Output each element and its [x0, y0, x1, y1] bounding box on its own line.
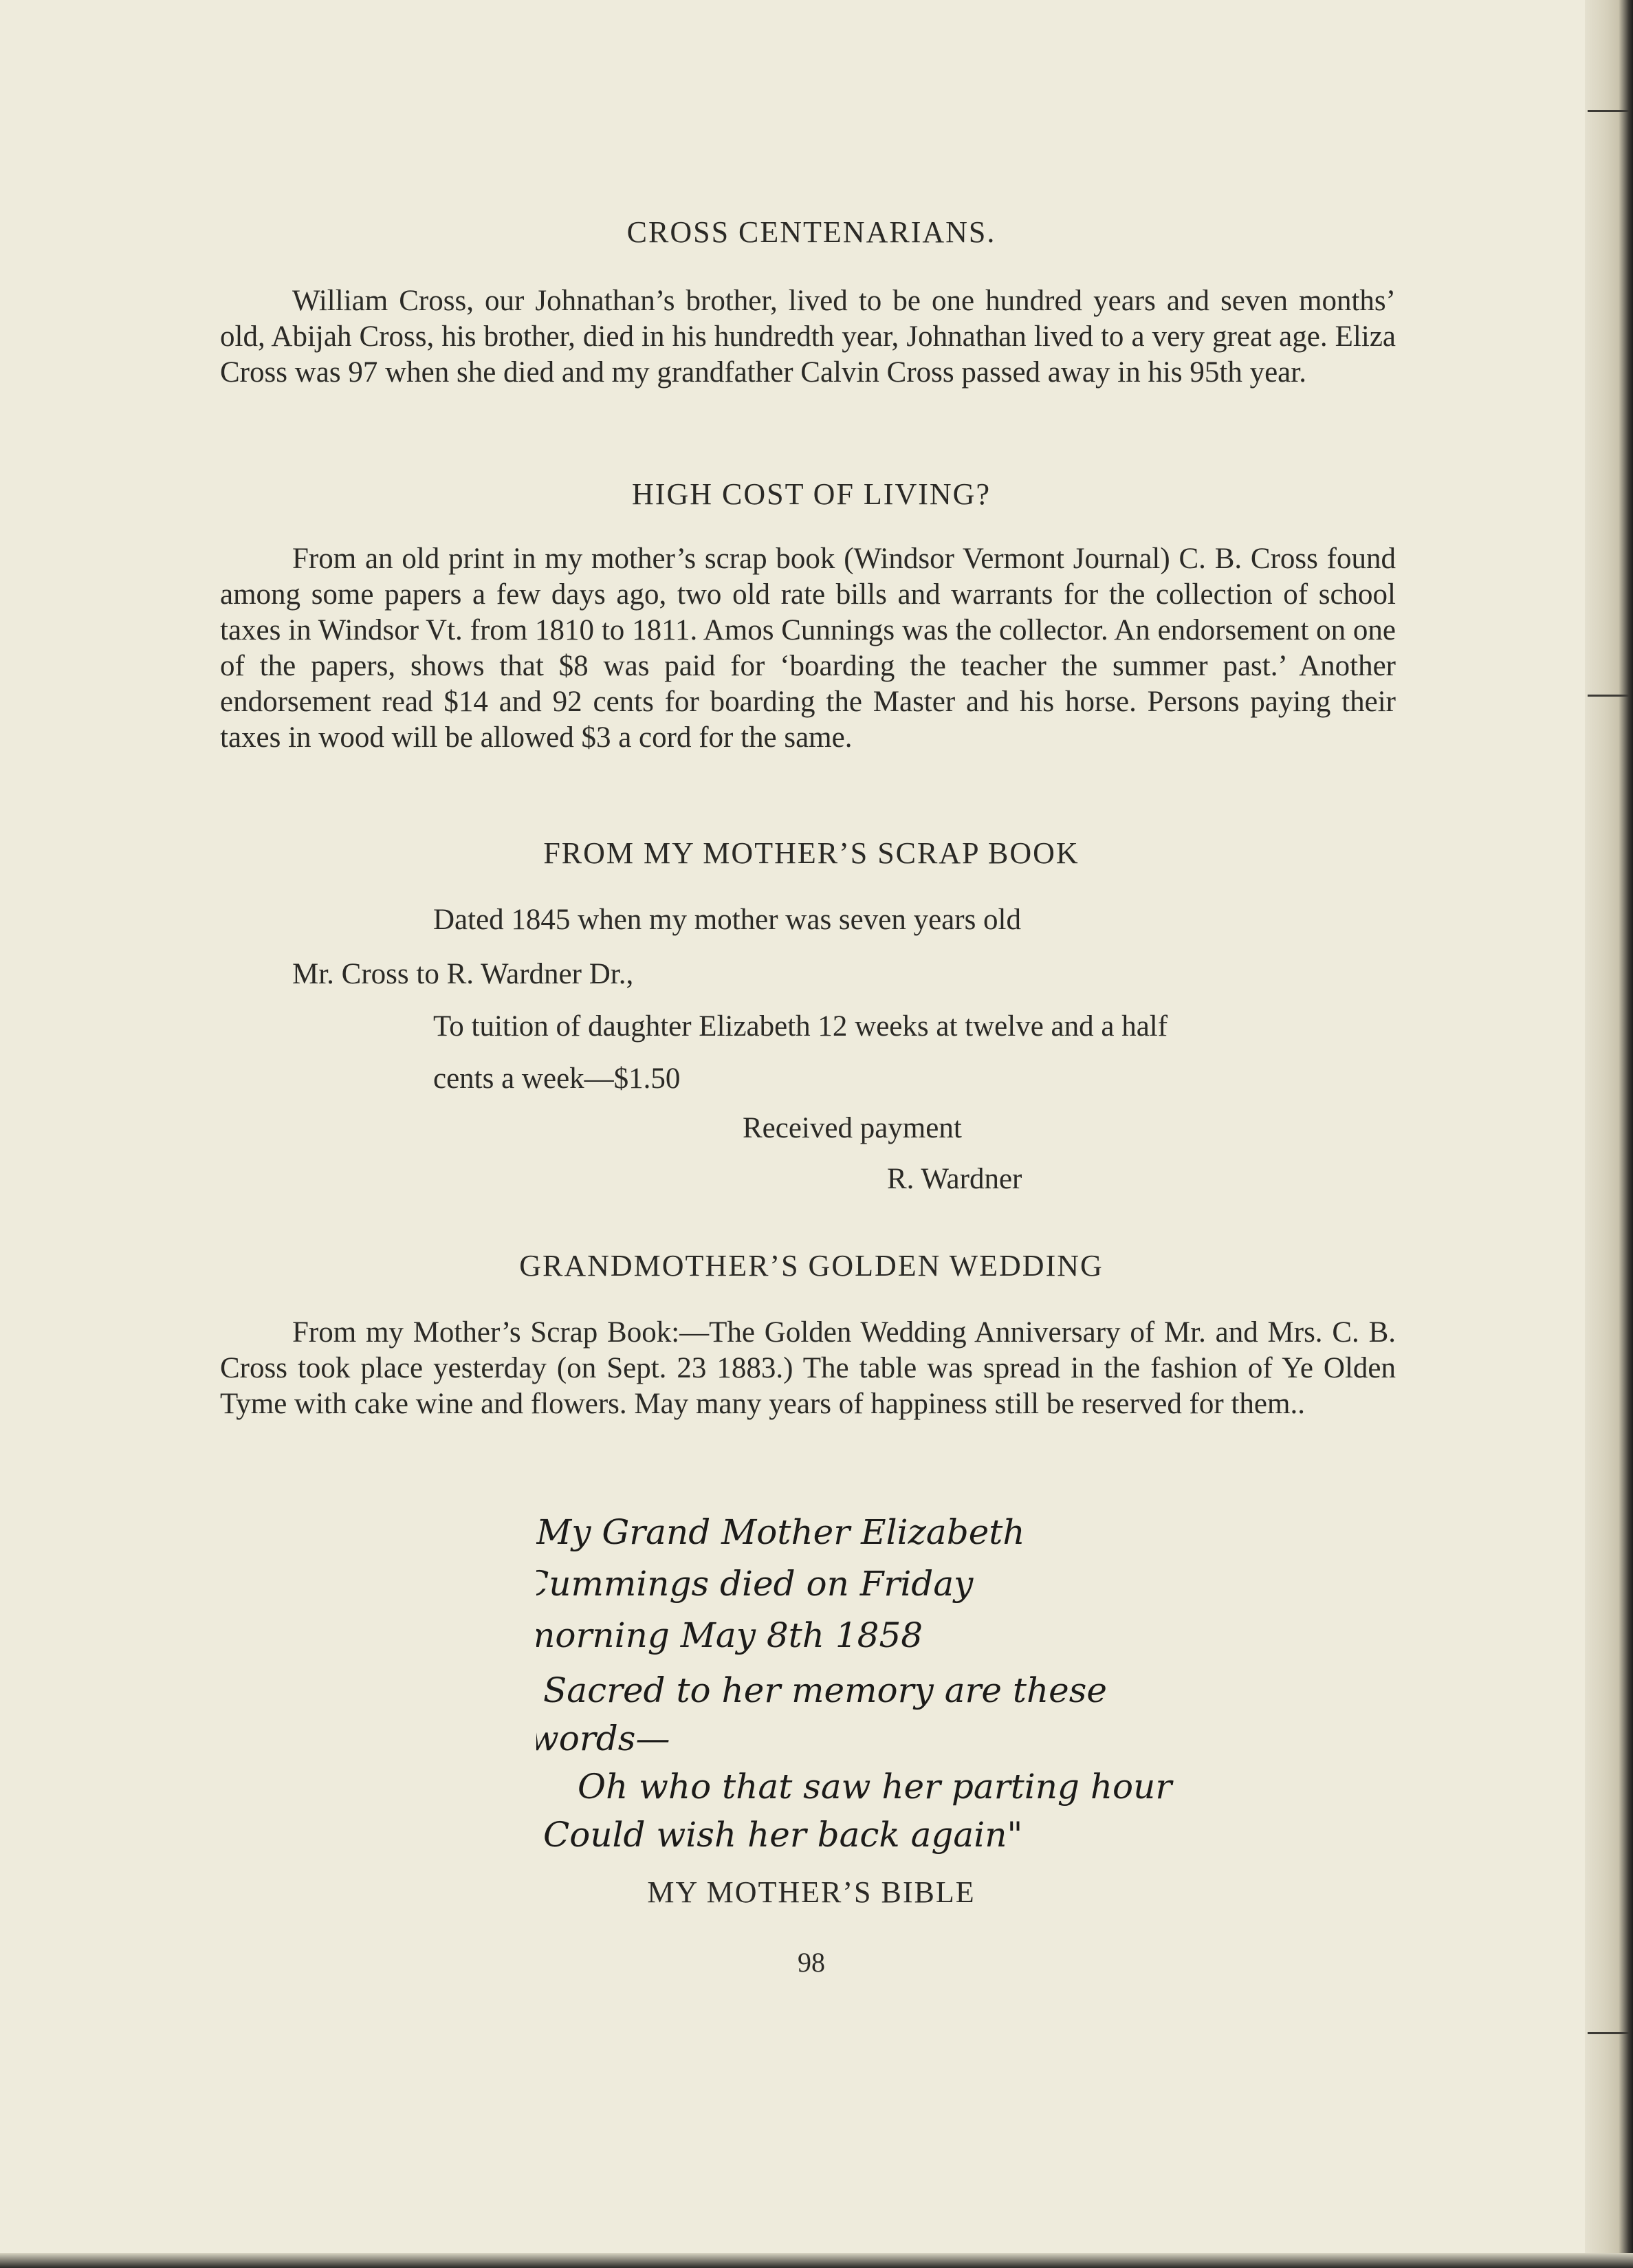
scrap-book-addressee: Mr. Cross to R. Wardner Dr.,	[292, 958, 634, 990]
heading-cross-centenarians: CROSS CENTENARIANS.	[626, 215, 996, 249]
handwritten-line-4: Sacred to her memory are these	[543, 1670, 1108, 1710]
handwritten-line-1: My Grand Mother Elizabeth	[536, 1512, 1025, 1552]
scrap-book-tuition-line2: cents a week—$1.50	[433, 1062, 681, 1095]
scrap-book-signature: R. Wardner	[887, 1163, 1022, 1195]
scrap-book-received: Received payment	[743, 1112, 962, 1144]
handwritten-note	[536, 1503, 1293, 1888]
scrap-book-dated: Dated 1845 when my mother was seven years old	[433, 904, 1022, 936]
paragraph-centenarians: William Cross, our Johnathan’s brother, lived to be one hundred years and seven months’ old, Abijah Cross, his brother, died in his hundredth year, Johnathan lived to a very great age. Eliza Cross was 97 when she died and my grandfather Calvin Cross passed away in his 95th year.	[220, 285, 1396, 389]
scrap-book-tuition-line1: To tuition of daughter Elizabeth 12 weeks at twelve and a half	[433, 1010, 1168, 1043]
heading-scrap-book: FROM MY MOTHER’S SCRAP BOOK	[543, 836, 1079, 870]
handwritten-line-2: Cummings died on Friday	[536, 1564, 974, 1604]
handwritten-line-3: morning May 8th 1858	[536, 1615, 923, 1655]
page-number: 98	[798, 1947, 825, 1978]
handwritten-line-7: Could wish her back again"	[543, 1815, 1023, 1855]
handwritten-line-5: words—	[536, 1719, 670, 1758]
heading-golden-wedding: GRANDMOTHER’S GOLDEN WEDDING	[519, 1249, 1104, 1283]
handwritten-line-6: Oh who that saw her parting hour	[578, 1767, 1172, 1807]
heading-my-mothers-bible: MY MOTHER’S BIBLE	[647, 1875, 976, 1909]
page-edge-mark	[1588, 2032, 1629, 2034]
paragraph-golden-wedding: From my Mother’s Scrap Book:—The Golden Wedding Anniversary of Mr. and Mrs. C. B. Cross took place yesterday (on Sept. 23 1883.) The table was spread in the fashion of Ye Olden Tyme with cake wine and flowers. May many years of happiness still be reserved for them..	[220, 1316, 1396, 1420]
heading-high-cost-of-living: HIGH COST OF LIVING?	[632, 477, 991, 511]
page-bottom-shadow	[0, 2253, 1633, 2268]
page-edge-mark	[1588, 110, 1629, 112]
page-edge-mark	[1588, 695, 1629, 697]
paragraph-cost-of-living: From an old print in my mother’s scrap book (Windsor Vermont Journal) C. B. Cross found among some papers a few days ago, two old rate bills and warrants for the collection of school taxes in Windsor Vt. from 1810 to 1811. Amos Cunnings was the collector. An endorsement on one of the papers, shows that $8 was paid for ‘boarding the teacher the summer past.’ Another endorsement read $14 and 92 cents for boarding the Master and his horse. Persons paying their taxes in wood will be allowed $3 a cord for the same.	[220, 543, 1396, 754]
page-edge-shadow	[1585, 0, 1633, 2268]
